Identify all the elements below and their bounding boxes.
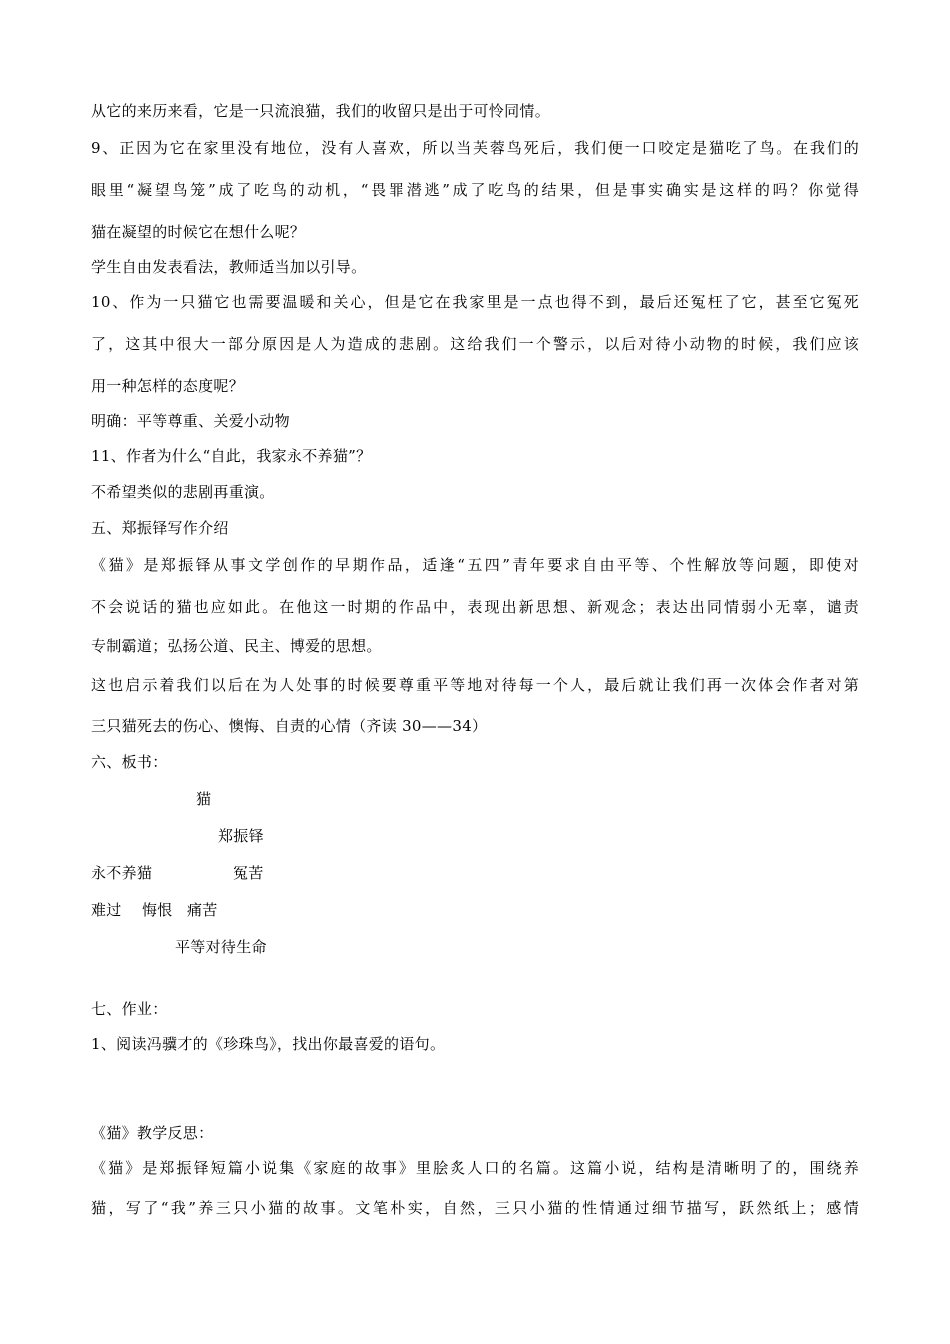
question-9-line-3: 猫在凝望的时候它在想什么呢？ (91, 223, 306, 241)
reflection-heading: 《猫》教学反思： (91, 1124, 214, 1142)
answer-10: 明确：平等尊重、关爱小动物 (91, 412, 290, 430)
question-9-line-1: 9、正因为它在家里没有地位，没有人喜欢，所以当芙蓉鸟死后，我们便一口咬定是猫吃了鸟。在我们的 (91, 139, 859, 157)
board-bottom: 平等对待生命 (175, 938, 267, 956)
answer-11: 不希望类似的悲剧再重演。 (91, 483, 275, 501)
board-author: 郑振铎 (218, 827, 264, 845)
section-5-heading: 五、郑振铎写作介绍 (91, 519, 229, 537)
section-5-line-2: 不会说话的猫也应如此。在他这一时期的作品中，表现出新思想、新观念；表达出同情弱小无辜，谴责 (91, 598, 859, 616)
board-left-2b: 悔恨 (142, 901, 173, 919)
section-5-line-4: 这也启示着我们以后在为人处事的时候要尊重平等地对待每一个人，最后就让我们再一次体会作者对第 (91, 676, 859, 694)
question-10-line-1: 10、作为一只猫它也需要温暖和关心，但是它在我家里是一点也得不到，最后还冤枉了它，甚至它冤死 (91, 293, 859, 311)
question-10-line-2: 了，这其中很大一部分原因是人为造成的悲剧。这给我们一个警示，以后对待小动物的时候，我们应该 (91, 335, 859, 353)
board-title: 猫 (196, 790, 212, 808)
board-left-2c: 痛苦 (187, 901, 218, 919)
section-7-heading: 七、作业： (91, 1000, 168, 1018)
board-right-1: 冤苦 (233, 864, 264, 882)
reflection-line-1: 《猫》是郑振铎短篇小说集《家庭的故事》里脍炙人口的名篇。这篇小说，结构是清晰明了的，围绕养 (91, 1159, 859, 1177)
question-9-line-2: 眼里“凝望鸟笼”成了吃鸟的动机，“畏罪潜逃”成了吃鸟的结果，但是事实确实是这样的吗？你觉得 (91, 181, 859, 199)
paragraph-line-origin: 从它的来历来看，它是一只流浪猫，我们的收留只是出于可怜同情。 (91, 102, 551, 120)
section-5-line-3: 专制霸道；弘扬公道、民主、博爱的思想。 (91, 637, 382, 655)
board-left-1: 永不养猫 (91, 864, 153, 882)
answer-9: 学生自由发表看法，教师适当加以引导。 (91, 258, 367, 276)
section-5-line-1: 《猫》是郑振铎从事文学创作的早期作品，适逢“五四”青年要求自由平等、个性解放等问题，即使对 (91, 556, 859, 574)
reflection-line-2: 猫，写了“我”养三只小猫的故事。文笔朴实，自然，三只小猫的性情通过细节描写，跃然纸上；感情 (91, 1199, 859, 1217)
question-10-line-3: 用一种怎样的态度呢？ (91, 377, 245, 395)
board-left-2a: 难过 (91, 901, 122, 919)
question-11: 11、作者为什么“自此，我家永不养猫”？ (91, 447, 372, 465)
homework-item-1: 1、阅读冯骥才的《珍珠鸟》，找出你最喜爱的语句。 (91, 1035, 446, 1053)
section-5-line-5: 三只猫死去的伤心、懊悔、自责的心情（齐读 30——34） (91, 717, 488, 735)
section-6-heading: 六、板书： (91, 753, 168, 771)
